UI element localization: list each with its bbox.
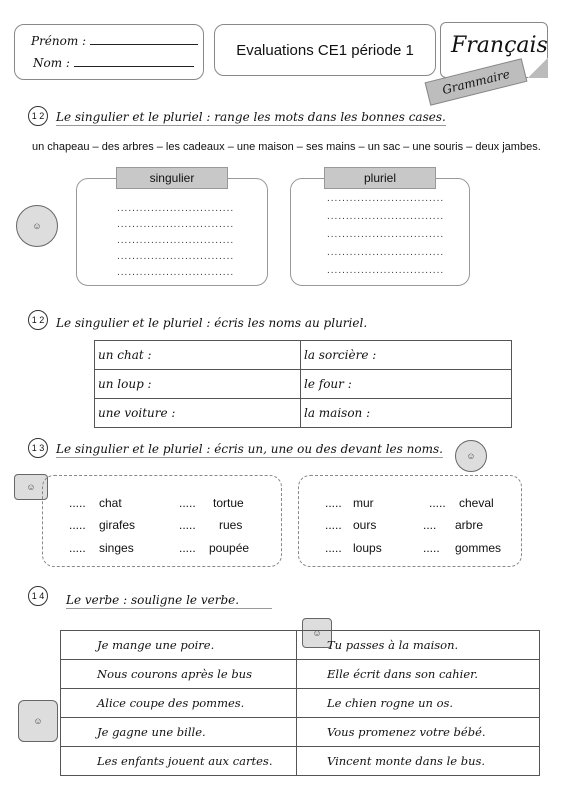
exercise-3-number: 1 3 bbox=[28, 438, 48, 458]
nom-label: Nom : bbox=[33, 56, 70, 70]
page-title: Evaluations CE1 période 1 bbox=[214, 24, 436, 76]
plural-table bbox=[94, 340, 512, 428]
answer-line[interactable]: ............................... bbox=[117, 235, 235, 246]
monster-mascot-icon: ☺ bbox=[14, 474, 48, 500]
answer-line[interactable]: ............................... bbox=[117, 267, 235, 278]
sentence[interactable]: Le chien rogne un os. bbox=[297, 689, 540, 718]
exercise-2-number: 1 2 bbox=[28, 310, 48, 330]
plural-header: pluriel bbox=[324, 167, 436, 189]
blank[interactable]: ..... bbox=[429, 496, 446, 510]
table-cell[interactable]: la maison : bbox=[301, 399, 512, 428]
sentence[interactable]: Vous promenez votre bébé. bbox=[297, 718, 540, 747]
prenom-label: Prénom : bbox=[31, 34, 87, 48]
blank[interactable]: ..... bbox=[69, 496, 86, 510]
answer-line[interactable]: ............................... bbox=[117, 203, 235, 214]
table-row bbox=[61, 747, 540, 776]
table-cell[interactable]: une voiture : bbox=[95, 399, 301, 428]
sentence[interactable]: Je gagne une bille. bbox=[61, 718, 297, 747]
singular-header: singulier bbox=[116, 167, 228, 189]
word-list: un chapeau – des arbres – les cadeaux – une maison – ses mains – un sac – une souris – deux jambes. bbox=[32, 141, 541, 153]
blank[interactable]: ..... bbox=[423, 541, 440, 555]
article-box-right bbox=[298, 475, 522, 567]
blank[interactable]: ..... bbox=[179, 496, 196, 510]
noun: gommes bbox=[455, 541, 502, 555]
subject-label: Français bbox=[451, 33, 548, 58]
exercise-1-instruction: Le singulier et le pluriel : range les mots dans les bonnes cases. bbox=[56, 110, 446, 124]
table-row bbox=[95, 399, 512, 428]
answer-line[interactable]: ............................... bbox=[327, 265, 445, 276]
answer-line[interactable]: ............................... bbox=[117, 219, 235, 230]
exercise-3-instruction: Le singulier et le pluriel : écris un, une ou des devant les noms. bbox=[56, 442, 443, 456]
monster-mascot-icon: ☺ bbox=[302, 618, 332, 648]
plural-box[interactable] bbox=[290, 171, 470, 286]
blank[interactable]: ..... bbox=[179, 541, 196, 555]
noun: girafes bbox=[99, 518, 136, 532]
table-row bbox=[61, 631, 540, 660]
noun: loups bbox=[353, 541, 382, 555]
noun: arbre bbox=[455, 518, 484, 532]
noun: tortue bbox=[213, 496, 244, 510]
table-cell[interactable]: un chat : bbox=[95, 341, 301, 370]
monster-mascot-icon: ☺ bbox=[455, 440, 487, 472]
article-box-left bbox=[42, 475, 282, 567]
name-box bbox=[14, 24, 204, 80]
answer-line[interactable]: ............................... bbox=[117, 251, 235, 262]
sentence[interactable]: Vincent monte dans le bus. bbox=[297, 747, 540, 776]
table-cell[interactable]: un loup : bbox=[95, 370, 301, 399]
exercise-2-instruction: Le singulier et le pluriel : écris les noms au pluriel. bbox=[56, 316, 368, 330]
sentence[interactable]: Nous courons après le bus bbox=[61, 660, 297, 689]
table-cell[interactable]: le four : bbox=[301, 370, 512, 399]
monster-mascot-icon: ☺ bbox=[18, 700, 58, 742]
singular-box[interactable] bbox=[76, 171, 268, 286]
exercise-4-number: 1 4 bbox=[28, 586, 48, 606]
blank[interactable]: ..... bbox=[325, 541, 342, 555]
blank[interactable]: ..... bbox=[325, 518, 342, 532]
answer-line[interactable]: ............................... bbox=[327, 211, 445, 222]
answer-line[interactable]: ............................... bbox=[327, 247, 445, 258]
table-cell[interactable]: la sorcière : bbox=[301, 341, 512, 370]
verb-table bbox=[60, 630, 540, 776]
table-row bbox=[95, 341, 512, 370]
table-row bbox=[61, 718, 540, 747]
prenom-line[interactable] bbox=[90, 35, 198, 45]
noun: rues bbox=[219, 518, 243, 532]
exercise-4-instruction: Le verbe : souligne le verbe. bbox=[66, 593, 272, 609]
noun: ours bbox=[353, 518, 377, 532]
table-row bbox=[95, 370, 512, 399]
sentence[interactable]: Je mange une poire. bbox=[61, 631, 297, 660]
sentence[interactable]: Alice coupe des pommes. bbox=[61, 689, 297, 718]
noun: mur bbox=[353, 496, 374, 510]
nom-field[interactable] bbox=[33, 56, 194, 70]
prenom-field[interactable] bbox=[31, 34, 198, 48]
sentence[interactable]: Les enfants jouent aux cartes. bbox=[61, 747, 297, 776]
nom-line[interactable] bbox=[74, 57, 194, 67]
blank[interactable]: .... bbox=[423, 518, 437, 532]
exercise-1-number: 1 2 bbox=[28, 106, 48, 126]
blank[interactable]: ..... bbox=[179, 518, 196, 532]
sentence[interactable]: Tu passes à la maison. bbox=[297, 631, 540, 660]
page-fold-icon bbox=[528, 58, 548, 78]
blank[interactable]: ..... bbox=[69, 541, 86, 555]
answer-line[interactable]: ............................... bbox=[327, 193, 445, 204]
blank[interactable]: ..... bbox=[69, 518, 86, 532]
noun: chat bbox=[99, 496, 122, 510]
noun: poupée bbox=[209, 541, 250, 555]
monster-mascot-icon: ☺ bbox=[16, 205, 58, 247]
table-row bbox=[61, 689, 540, 718]
blank[interactable]: ..... bbox=[325, 496, 342, 510]
category-tag: Grammaire bbox=[425, 58, 528, 105]
noun: cheval bbox=[459, 496, 494, 510]
answer-line[interactable]: ............................... bbox=[327, 229, 445, 240]
noun: singes bbox=[99, 541, 134, 555]
sentence[interactable]: Elle écrit dans son cahier. bbox=[297, 660, 540, 689]
table-row bbox=[61, 660, 540, 689]
